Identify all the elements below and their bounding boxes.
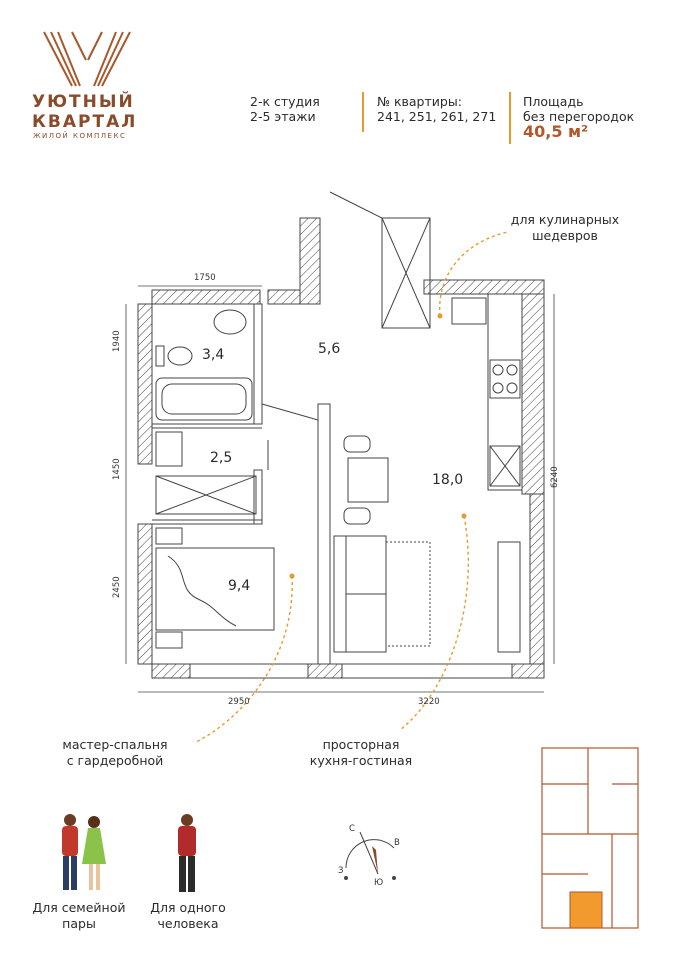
couple-caption-line1: Для семейной xyxy=(32,900,126,915)
wall-right-lower xyxy=(530,494,544,664)
apartment-number-label: № квартиры: xyxy=(377,94,462,109)
callout-living-line2: кухня-гостиная xyxy=(309,753,413,768)
callout-living-line1: просторная xyxy=(322,737,400,752)
kitchen-counter xyxy=(488,294,522,490)
dim-right: 6240 xyxy=(550,466,560,488)
apartment-type-label: 2-к студия xyxy=(250,94,320,109)
building-key-plan xyxy=(528,744,648,934)
single-caption-line1: Для одного xyxy=(150,900,226,915)
logo-subtitle: ЖИЛОЙ КОМПЛЕКС xyxy=(33,132,127,140)
logo-line1: УЮТНЫЙ xyxy=(32,92,135,112)
dim-left-1: 1940 xyxy=(112,330,122,352)
callout-kitchen-line1: для кулинарных xyxy=(510,212,620,227)
area-value: 40,5 м² xyxy=(523,122,589,141)
couple-caption xyxy=(24,900,134,932)
highlighted-apartment xyxy=(570,892,602,928)
wall-bottom-2 xyxy=(308,664,342,678)
single-caption xyxy=(138,900,238,932)
dim-bottom-1: 2950 xyxy=(228,697,250,707)
toilet xyxy=(168,347,192,365)
callout-bedroom xyxy=(50,737,180,769)
callout-bedroom-line2: с гардеробной xyxy=(66,753,164,768)
area-label-2: без перегородок xyxy=(523,109,635,124)
single-caption-line2: человека xyxy=(157,916,219,931)
room-bath-area: 3,4 xyxy=(202,347,225,363)
compass-icon xyxy=(332,820,412,890)
room-living-area: 18,0 xyxy=(432,472,464,488)
compass-w: З xyxy=(338,866,344,876)
wall-bottom-3 xyxy=(512,664,544,678)
callout-kitchen xyxy=(500,212,630,244)
compass-s: Ю xyxy=(374,878,384,888)
dim-top: 1750 xyxy=(194,273,216,283)
apartment-number-values: 241, 251, 261, 271 xyxy=(377,109,497,124)
callout-kitchen-line xyxy=(440,232,508,316)
wall-left-2 xyxy=(138,524,152,664)
dining-table xyxy=(348,458,388,502)
callout-kitchen-line2: шедевров xyxy=(532,228,598,243)
single-person-icon xyxy=(172,812,202,896)
wall-top-left xyxy=(152,290,260,304)
compass-n: С xyxy=(349,824,355,834)
wall-left-1 xyxy=(138,304,152,464)
sink xyxy=(214,310,246,334)
callout-bedroom-line1: мастер-спальня xyxy=(62,737,168,752)
wall-chimney xyxy=(300,218,320,304)
wall-right xyxy=(522,294,544,494)
dim-left-3: 2450 xyxy=(112,576,122,598)
compass-e: В xyxy=(394,838,400,848)
floors-label: 2-5 этажи xyxy=(250,109,316,124)
logo-line2: КВАРТАЛ xyxy=(32,112,138,132)
dim-bottom-2: 3220 xyxy=(418,697,440,707)
room-bedroom-area: 9,4 xyxy=(228,578,251,594)
couple-caption-line2: пары xyxy=(62,916,96,931)
wall-bottom-1 xyxy=(152,664,190,678)
callout-living xyxy=(296,737,426,769)
dim-left-2: 1450 xyxy=(112,458,122,480)
callout-bedroom-line xyxy=(196,576,292,742)
room-wardrobe-area: 2,5 xyxy=(210,450,233,466)
area-label-1: Площадь xyxy=(523,94,584,109)
couple-icon xyxy=(48,812,118,896)
room-hall-area: 5,6 xyxy=(318,341,341,357)
